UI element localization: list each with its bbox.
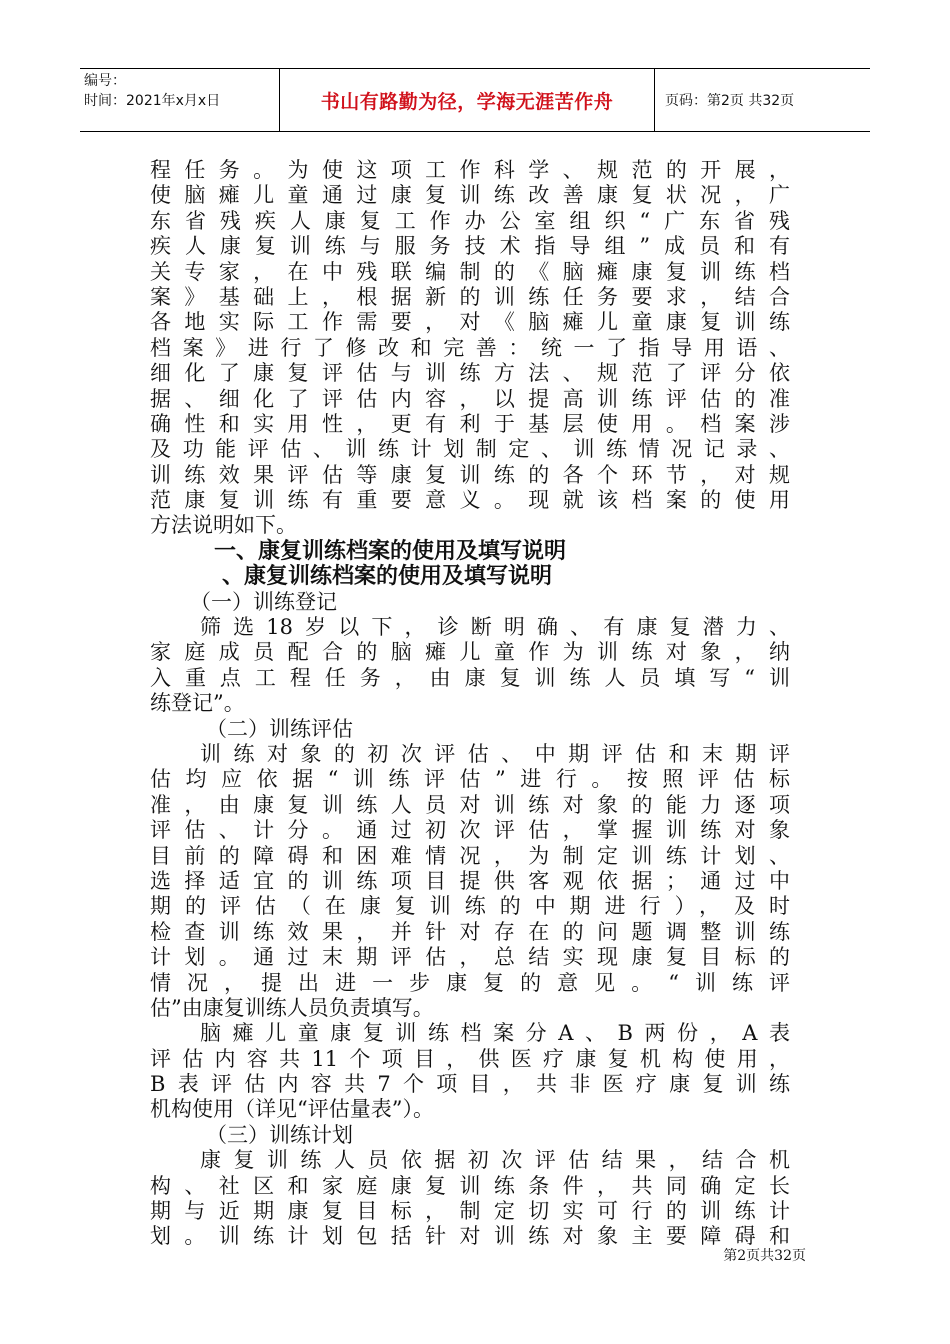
subsection-heading: （三）训练计划 bbox=[206, 1122, 353, 1147]
body-line: 计划。通过末期评估，总结实现康复目标的 bbox=[150, 945, 790, 970]
body-line: 康复训练人员依据初次评估结果，结合机 bbox=[200, 1148, 790, 1173]
body-line: 各地实际工作需要，对《脑瘫儿童康复训练 bbox=[150, 310, 790, 335]
body-line: 筛选18岁以下，诊断明确、有康复潜力、 bbox=[200, 615, 790, 640]
document-body bbox=[150, 158, 790, 1250]
body-line: 选择适宜的训练项目提供客观依据；通过中 bbox=[150, 868, 790, 893]
body-line: 程任务。为使这项工作科学、规范的开展， bbox=[150, 158, 790, 182]
header-page-cell bbox=[655, 69, 870, 131]
body-line: 入重点工程任务，由康复训练人员填写“训 bbox=[150, 665, 790, 690]
body-line: 方法说明如下。 bbox=[150, 513, 297, 538]
body-line: 范康复训练有重要意义。现就该档案的使用 bbox=[150, 488, 790, 513]
body-line: 评估内容共11个项目，供医疗康复机构使用， bbox=[150, 1046, 790, 1071]
body-line: 细化了康复评估与训练方法、规范了评分依 bbox=[150, 361, 790, 386]
section-heading: 一、康复训练档案的使用及填写说明 bbox=[214, 537, 567, 564]
body-line: 东省残疾人康复工作办公室组织“广东省残 bbox=[150, 208, 790, 233]
page-header bbox=[80, 68, 870, 132]
subsection-heading: （二）训练评估 bbox=[206, 716, 353, 741]
body-line: 及功能评估、训练计划制定、训练情况记录、 bbox=[150, 437, 790, 462]
body-line: 准，由康复训练人员对训练对象的能力逐项 bbox=[150, 792, 790, 817]
body-line: 划。训练计划包括针对训练对象主要障碍和 bbox=[150, 1224, 790, 1249]
body-line: 目前的障碍和困难情况，为制定训练计划、 bbox=[150, 843, 790, 868]
body-line: 家庭成员配合的脑瘫儿童作为训练对象，纳 bbox=[150, 640, 790, 665]
body-line: 期与近期康复目标，制定切实可行的训练计 bbox=[150, 1199, 790, 1224]
body-line: 机构使用（详见“评估量表”）。 bbox=[150, 1097, 434, 1122]
motto-text: 书山有路勤为径，学海无涯苦作舟 bbox=[320, 90, 614, 113]
body-line: 练登记”。 bbox=[150, 691, 245, 716]
document-number-label: 编号： bbox=[84, 73, 126, 89]
body-line: 确性和实用性，更有利于基层使用。档案涉 bbox=[150, 411, 790, 436]
body-line: 训练效果评估等康复训练的各个环节，对规 bbox=[150, 462, 790, 487]
body-line: B表评估内容共7个项目，共非医疗康复训练 bbox=[150, 1072, 790, 1097]
body-line: 脑瘫儿童康复训练档案分A、B两份，A表 bbox=[200, 1021, 790, 1046]
subsection-heading: （一）训练登记 bbox=[190, 589, 337, 614]
body-line: 关专家，在中残联编制的《脑瘫康复训练档 bbox=[150, 259, 790, 284]
body-line: 训练对象的初次评估、中期评估和末期评 bbox=[200, 741, 790, 766]
body-line: 据、细化了评估内容，以提高训练评估的准 bbox=[150, 386, 790, 411]
document-date-label: 时间：2021年x月x日 bbox=[84, 93, 221, 109]
body-line: 疾人康复训练与服务技术指导组”成员和有 bbox=[150, 234, 790, 259]
body-line: 使脑瘫儿童通过康复训练改善康复状况，广 bbox=[150, 183, 790, 208]
body-line: 案》基础上，根据新的训练任务要求，结合 bbox=[150, 284, 790, 309]
header-meta bbox=[80, 69, 280, 131]
section-heading-duplicate: 、康复训练档案的使用及填写说明 bbox=[222, 563, 553, 590]
body-line: 检查训练效果，并针对存在的问题调整训练 bbox=[150, 919, 790, 944]
body-line: 构、社区和家庭康复训练条件，共同确定长 bbox=[150, 1173, 790, 1198]
body-line: 评估、计分。通过初次评估，掌握训练对象 bbox=[150, 818, 790, 843]
page-indicator: 页码：第2页 共32页 bbox=[665, 93, 795, 109]
body-line: 期的评估（在康复训练的中期进行），及时 bbox=[150, 894, 790, 919]
header-motto-cell bbox=[280, 69, 655, 131]
page-footer: 第2页共32页 bbox=[723, 1248, 806, 1264]
body-line: 估”由康复训练人员负责填写。 bbox=[150, 995, 434, 1020]
body-line: 情况，提出进一步康复的意见。“训练评 bbox=[150, 970, 790, 995]
body-line: 档案》进行了修改和完善：统一了指导用语、 bbox=[150, 335, 790, 360]
body-line: 估均应依据“训练评估”进行。按照评估标 bbox=[150, 767, 790, 792]
